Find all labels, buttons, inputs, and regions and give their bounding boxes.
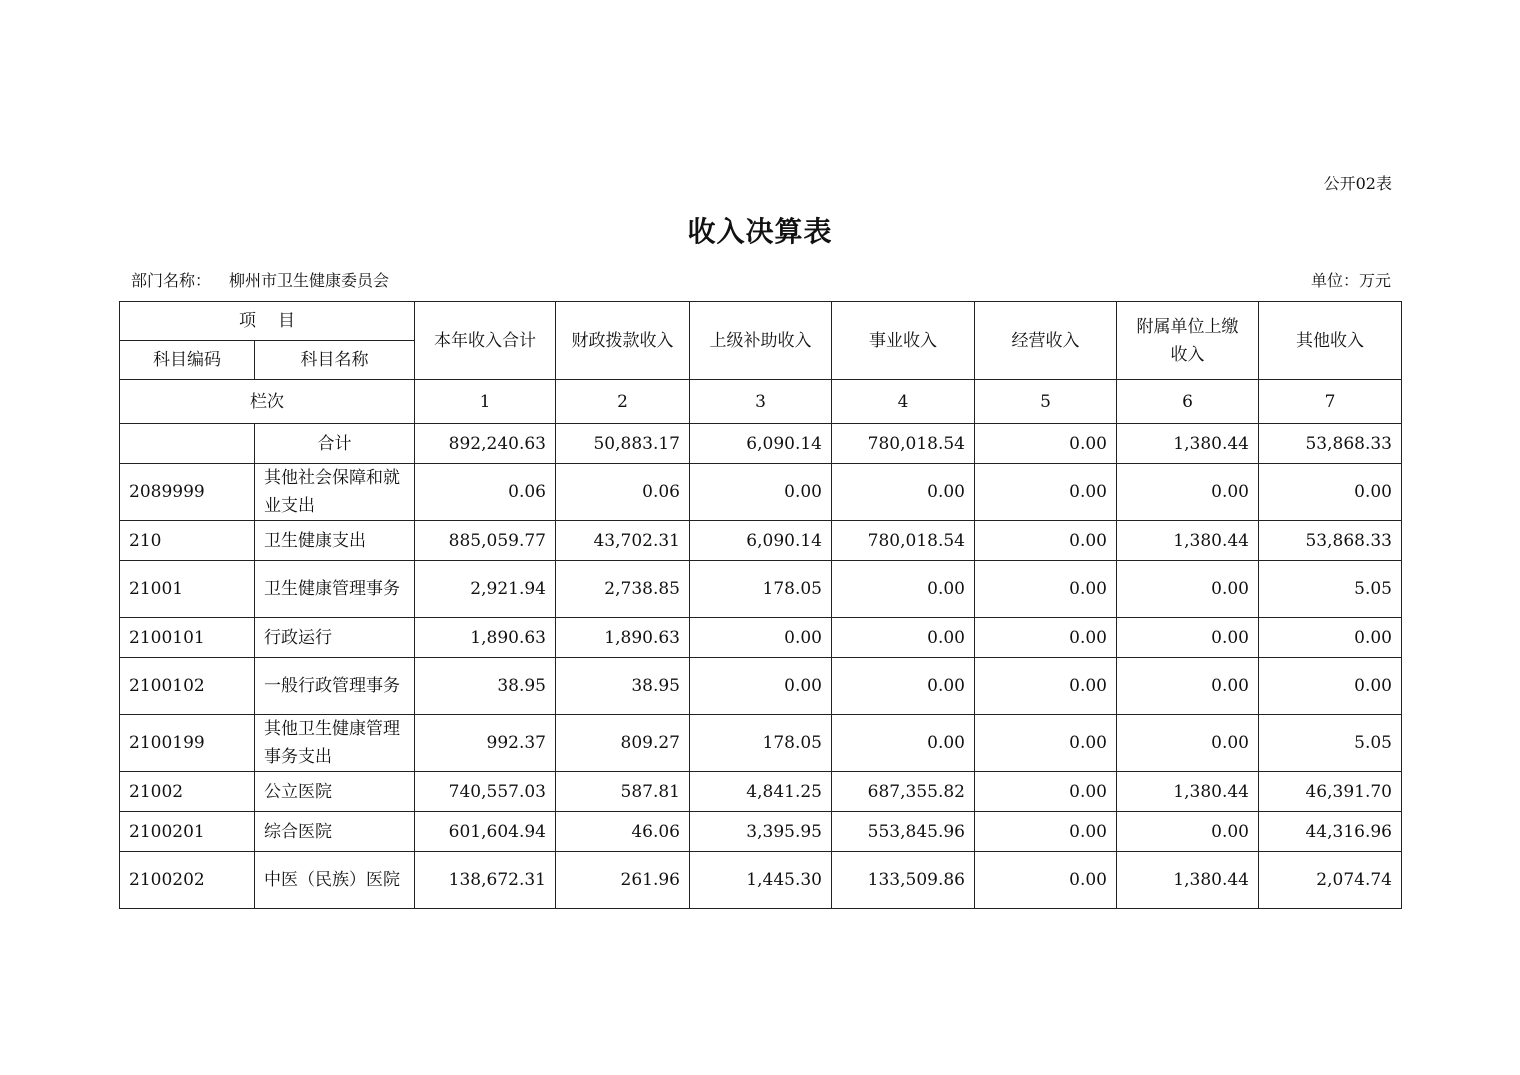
code-cell: 2100102 xyxy=(120,658,255,715)
table-row xyxy=(120,561,1402,618)
value-cell: 1,380.44 xyxy=(1117,521,1259,561)
header-code: 科目编码 xyxy=(120,341,255,380)
value-cell: 0.00 xyxy=(690,658,832,715)
value-cell: 587.81 xyxy=(556,772,690,812)
name-cell: 综合医院 xyxy=(255,812,415,852)
lanci-cell: 2 xyxy=(556,380,690,424)
table-row xyxy=(120,658,1402,715)
value-cell: 0.00 xyxy=(832,715,975,772)
value-cell: 261.96 xyxy=(556,852,690,909)
table-row xyxy=(120,772,1402,812)
lanci-cell: 3 xyxy=(690,380,832,424)
header-name: 科目名称 xyxy=(255,341,415,380)
code-cell: 2100202 xyxy=(120,852,255,909)
value-cell: 740,557.03 xyxy=(415,772,556,812)
value-cell: 0.00 xyxy=(1259,464,1402,521)
total-value-cell: 53,868.33 xyxy=(1259,424,1402,464)
code-cell: 21002 xyxy=(120,772,255,812)
value-cell: 2,921.94 xyxy=(415,561,556,618)
value-cell: 2,738.85 xyxy=(556,561,690,618)
header-col-7: 其他收入 xyxy=(1259,302,1402,380)
code-cell: 2100199 xyxy=(120,715,255,772)
value-cell: 0.00 xyxy=(975,812,1117,852)
value-cell: 0.00 xyxy=(1259,658,1402,715)
department-label: 部门名称： xyxy=(131,271,212,290)
value-cell: 53,868.33 xyxy=(1259,521,1402,561)
header-col-6-line2: 收入 xyxy=(1170,344,1205,365)
table-row xyxy=(120,812,1402,852)
value-cell: 780,018.54 xyxy=(832,521,975,561)
form-number: 公开02表 xyxy=(1323,174,1392,193)
value-cell: 38.95 xyxy=(556,658,690,715)
value-cell: 1,445.30 xyxy=(690,852,832,909)
name-cell: 行政运行 xyxy=(255,618,415,658)
value-cell: 0.00 xyxy=(975,561,1117,618)
table-row xyxy=(120,715,1402,772)
name-cell: 其他卫生健康管理事务支出 xyxy=(255,715,415,772)
value-cell: 0.00 xyxy=(832,464,975,521)
header-col-5: 经营收入 xyxy=(975,302,1117,380)
value-cell: 601,604.94 xyxy=(415,812,556,852)
total-value-cell: 780,018.54 xyxy=(832,424,975,464)
value-cell: 0.00 xyxy=(975,618,1117,658)
value-cell: 178.05 xyxy=(690,715,832,772)
value-cell: 2,074.74 xyxy=(1259,852,1402,909)
value-cell: 44,316.96 xyxy=(1259,812,1402,852)
header-col-2: 财政拨款收入 xyxy=(556,302,690,380)
table-row xyxy=(120,464,1402,521)
total-code-cell xyxy=(120,424,255,464)
lanci-cell: 6 xyxy=(1117,380,1259,424)
table-row xyxy=(120,852,1402,909)
total-value-cell: 892,240.63 xyxy=(415,424,556,464)
header-item: 项目 xyxy=(120,302,415,341)
value-cell: 0.00 xyxy=(975,772,1117,812)
value-cell: 0.00 xyxy=(690,618,832,658)
lanci-row xyxy=(120,380,1402,424)
name-cell: 中医（民族）医院 xyxy=(255,852,415,909)
code-cell: 2089999 xyxy=(120,464,255,521)
unit-label: 单位：万元 xyxy=(1310,271,1391,290)
lanci-label: 栏次 xyxy=(120,380,415,424)
lanci-cell: 7 xyxy=(1259,380,1402,424)
lanci-cell: 5 xyxy=(975,380,1117,424)
header-col-6 xyxy=(1117,302,1259,380)
value-cell: 687,355.82 xyxy=(832,772,975,812)
header-col-4: 事业收入 xyxy=(832,302,975,380)
value-cell: 0.00 xyxy=(832,658,975,715)
total-row xyxy=(120,424,1402,464)
value-cell: 1,890.63 xyxy=(556,618,690,658)
value-cell: 0.00 xyxy=(1259,618,1402,658)
code-cell: 210 xyxy=(120,521,255,561)
table-row xyxy=(120,521,1402,561)
value-cell: 1,380.44 xyxy=(1117,772,1259,812)
value-cell: 0.00 xyxy=(1117,715,1259,772)
value-cell: 38.95 xyxy=(415,658,556,715)
header-col-3: 上级补助收入 xyxy=(690,302,832,380)
header-col-1: 本年收入合计 xyxy=(415,302,556,380)
value-cell: 0.06 xyxy=(415,464,556,521)
value-cell: 0.00 xyxy=(975,521,1117,561)
value-cell: 0.00 xyxy=(832,618,975,658)
name-cell: 卫生健康管理事务 xyxy=(255,561,415,618)
value-cell: 0.00 xyxy=(975,715,1117,772)
total-value-cell: 6,090.14 xyxy=(690,424,832,464)
value-cell: 0.00 xyxy=(975,464,1117,521)
name-cell: 公立医院 xyxy=(255,772,415,812)
value-cell: 178.05 xyxy=(690,561,832,618)
value-cell: 0.00 xyxy=(832,561,975,618)
code-cell: 2100101 xyxy=(120,618,255,658)
value-cell: 0.00 xyxy=(690,464,832,521)
header-col-6-line1: 附属单位上缴 xyxy=(1136,316,1239,337)
value-cell: 0.00 xyxy=(1117,658,1259,715)
value-cell: 0.00 xyxy=(1117,812,1259,852)
value-cell: 1,380.44 xyxy=(1117,852,1259,909)
value-cell: 0.06 xyxy=(556,464,690,521)
value-cell: 0.00 xyxy=(1117,464,1259,521)
value-cell: 0.00 xyxy=(975,852,1117,909)
value-cell: 0.00 xyxy=(1117,561,1259,618)
name-cell: 卫生健康支出 xyxy=(255,521,415,561)
value-cell: 3,395.95 xyxy=(690,812,832,852)
name-cell: 一般行政管理事务 xyxy=(255,658,415,715)
value-cell: 0.00 xyxy=(975,658,1117,715)
name-cell: 其他社会保障和就业支出 xyxy=(255,464,415,521)
value-cell: 0.00 xyxy=(1117,618,1259,658)
total-name-cell: 合计 xyxy=(255,424,415,464)
value-cell: 6,090.14 xyxy=(690,521,832,561)
value-cell: 4,841.25 xyxy=(690,772,832,812)
report-title: 收入决算表 xyxy=(687,215,833,248)
total-value-cell: 50,883.17 xyxy=(556,424,690,464)
code-cell: 21001 xyxy=(120,561,255,618)
lanci-cell: 1 xyxy=(415,380,556,424)
header-row-1 xyxy=(120,302,1402,341)
value-cell: 992.37 xyxy=(415,715,556,772)
value-cell: 5.05 xyxy=(1259,715,1402,772)
code-cell: 2100201 xyxy=(120,812,255,852)
value-cell: 1,890.63 xyxy=(415,618,556,658)
total-value-cell: 1,380.44 xyxy=(1117,424,1259,464)
value-cell: 46,391.70 xyxy=(1259,772,1402,812)
value-cell: 809.27 xyxy=(556,715,690,772)
total-value-cell: 0.00 xyxy=(975,424,1117,464)
value-cell: 885,059.77 xyxy=(415,521,556,561)
department-line xyxy=(131,268,389,291)
value-cell: 46.06 xyxy=(556,812,690,852)
income-table xyxy=(119,301,1402,909)
value-cell: 43,702.31 xyxy=(556,521,690,561)
value-cell: 5.05 xyxy=(1259,561,1402,618)
value-cell: 138,672.31 xyxy=(415,852,556,909)
lanci-cell: 4 xyxy=(832,380,975,424)
value-cell: 133,509.86 xyxy=(832,852,975,909)
department-name: 柳州市卫生健康委员会 xyxy=(229,271,390,290)
value-cell: 553,845.96 xyxy=(832,812,975,852)
table-row xyxy=(120,618,1402,658)
